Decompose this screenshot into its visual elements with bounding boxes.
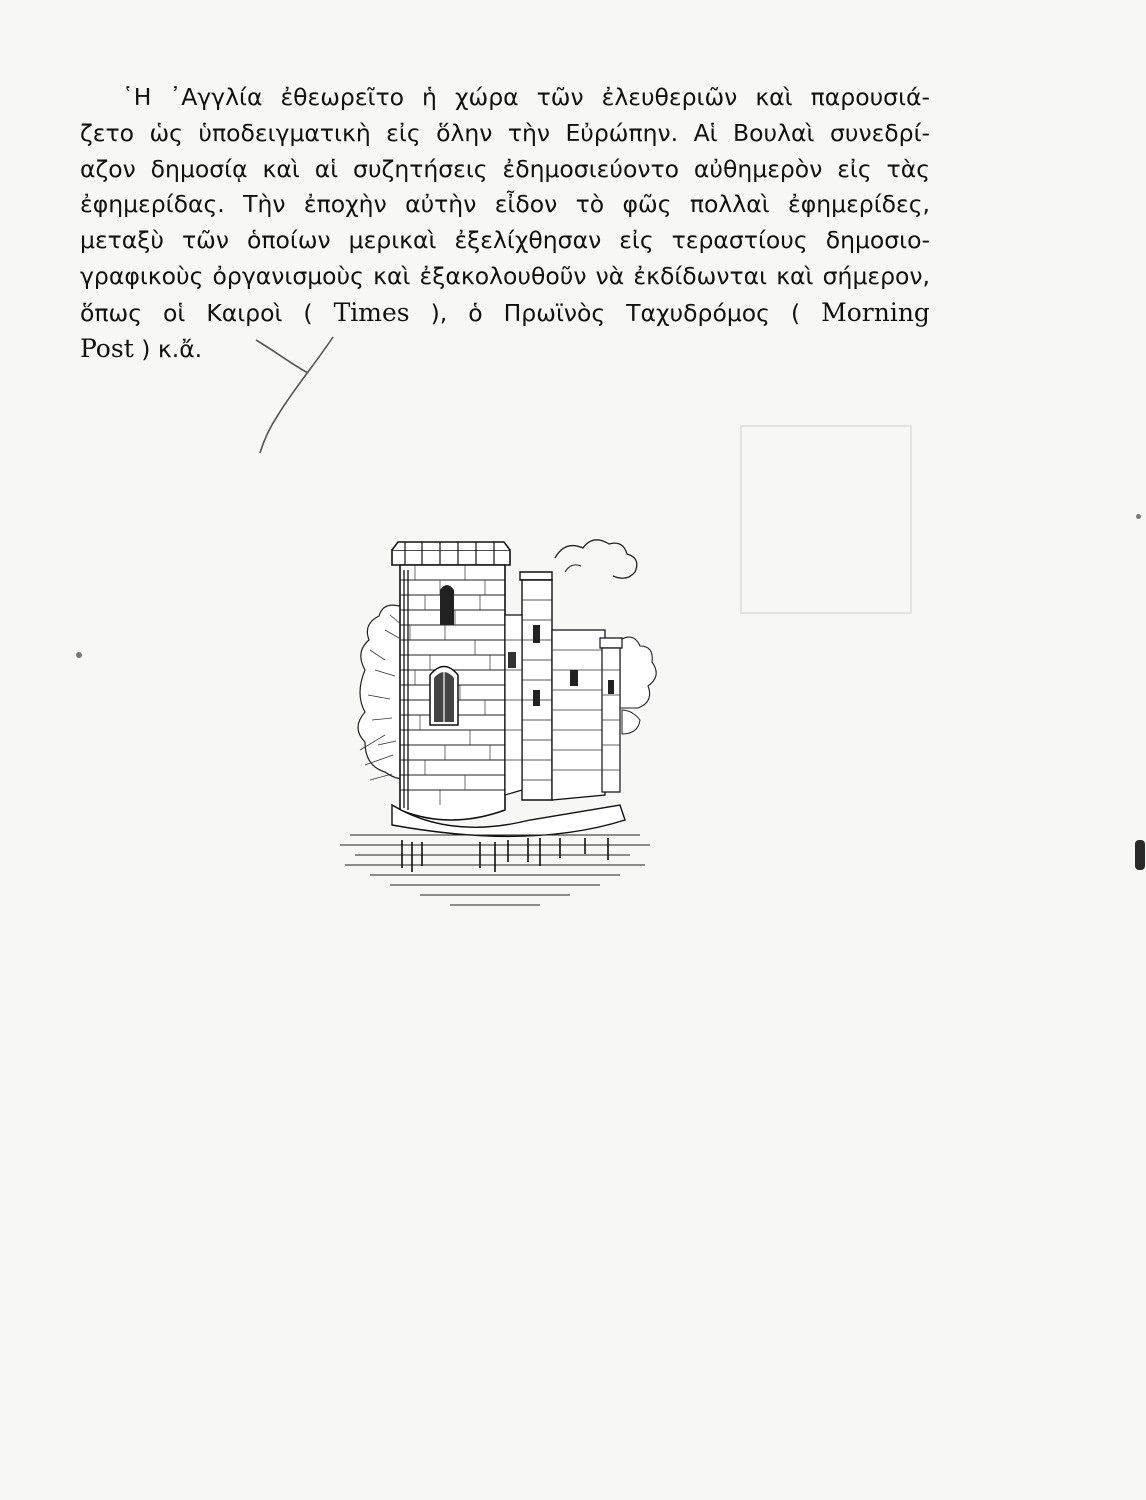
paragraph-line: ζετο ὡς ὑποδειγματικὴ εἰς ὅλην τὴν Εὐρώπην. Αἱ Βουλαὶ συνεδρί- [80,118,930,147]
paragraph-line: αζον δημοσίᾳ καὶ αἱ συζητήσεις ἐδημοσιεύοντο αὐθημερὸν εἰς τὰς [80,154,930,183]
show-through-frame [740,425,912,614]
paragraph-line [80,331,930,367]
latin-word-morning: Morning [821,297,930,327]
main-paragraph [80,80,930,366]
paragraph-line: γραφικοὺς ὀργανισμοὺς καὶ ἐξακολουθοῦν νὰ ἐκδίδωνται καὶ σήμερον, [80,261,930,290]
speck [1136,514,1141,519]
paragraph-line: ἐφημερίδας. Τὴν ἐποχὴν αὐτὴν εἶδον τὸ φῶς πολλαὶ ἐφημερίδες, [80,190,930,219]
line-segment: ὅπως οἱ Καιροὶ ( [80,298,313,327]
pencil-cross-mark [248,335,338,455]
line-segment: ) κ.ἄ. [141,334,203,363]
line-segment: ), ὁ Πρωϊνὸς Ταχυδρόμος ( [430,298,801,327]
paragraph-line [80,295,930,331]
binding-edge-mark [1135,840,1145,870]
paragraph-line: ῾Η ᾿Αγγλία ἐθεωρεῖτο ἡ χώρα τῶν ἐλευθεριῶν καὶ παρουσιά- [122,83,930,111]
speck [76,652,82,658]
paragraph-line: μεταξὺ τῶν ὁποίων μερικαὶ ἐξελίχθησαν εἰς τεραστίους δημοσιο- [80,226,930,255]
latin-word-times: Times [333,297,410,327]
latin-word-post: Post [80,333,134,363]
castle-illustration [330,520,660,920]
